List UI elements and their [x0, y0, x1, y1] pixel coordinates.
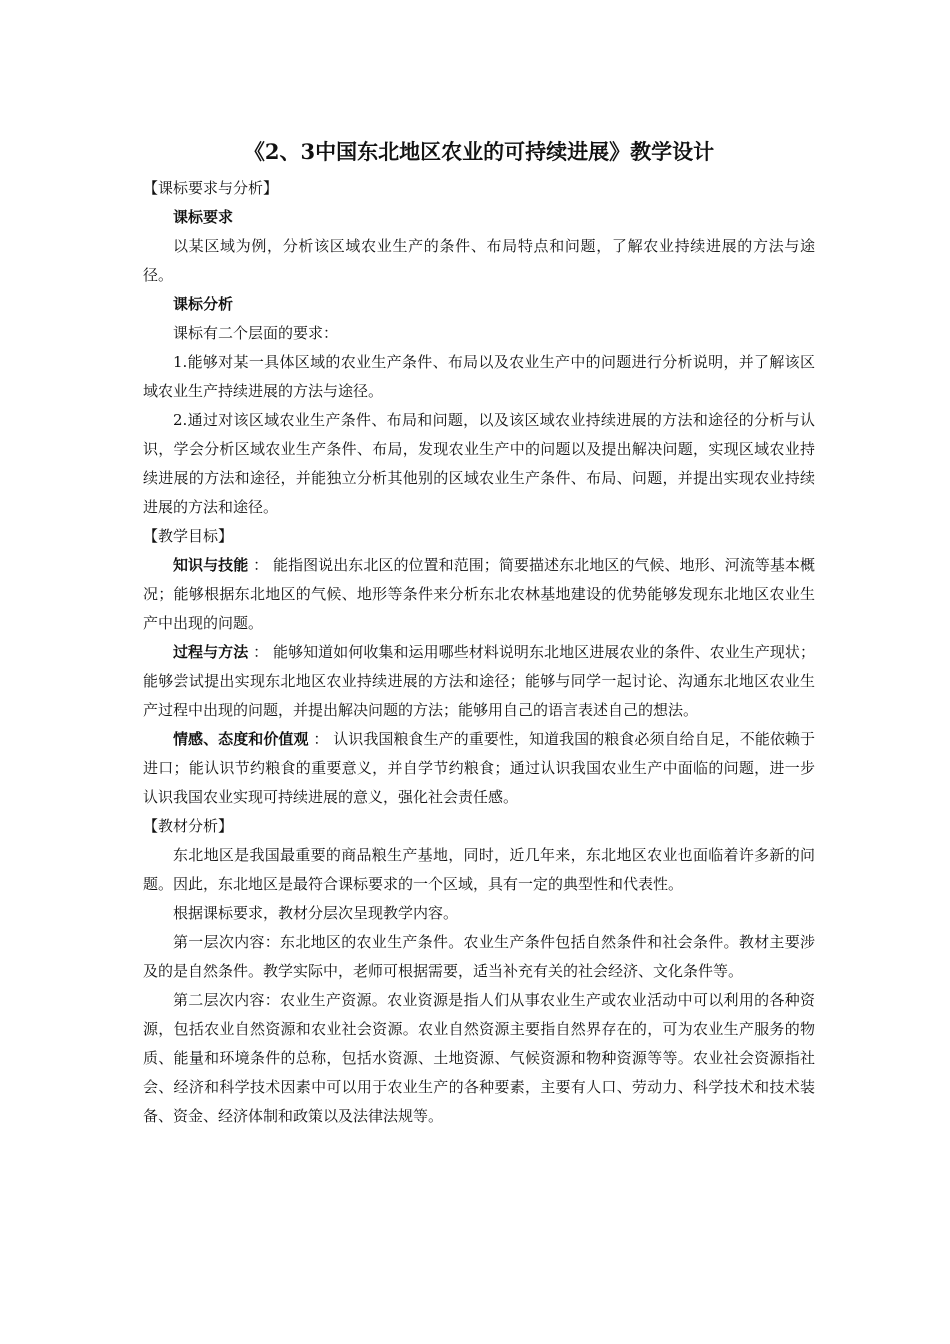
document-page [143, 132, 815, 1131]
paragraph: 课标有二个层面的要求： [173, 324, 339, 342]
document-title: 《2、3中国东北地区农业的可持续进展》教学设计 [243, 139, 715, 164]
goal-separator: ： [308, 730, 334, 748]
section-heading-teaching-goals: 【教学目标】 [143, 527, 234, 545]
goal-emotions-values [143, 725, 815, 812]
goal-lead: 过程与方法 [173, 643, 249, 661]
goal-text: 认识我国粮食生产的重要性，知道我国的粮食必须自给自足，不能依赖于进口；能认识节约粮食的重要意义，并自学节约粮食；通过认识我国农业生产中面临的问题，进一步认识我国农业实现可持续进展的意义，强化社会责任感。 [143, 730, 815, 806]
goal-text: 能够知道如何收集和运用哪些材料说明东北地区进展农业的条件、农业生产现状；能够尝试提出实现东北地区农业持续进展的方法和途径；能够与同学一起讨论、沟通东北地区农业生产过程中出现的问题，并提出解决问题的方法；能够用自己的语言表述自己的想法。 [143, 643, 815, 719]
section-heading-textbook-analysis: 【教材分析】 [143, 817, 234, 835]
paragraph: 第一层次内容：东北地区的农业生产条件。农业生产条件包括自然条件和社会条件。教材主要涉及的是自然条件。教学实际中，老师可根据需要，适当补充有关的社会经济、文化条件等。 [143, 933, 815, 980]
paragraph: 以某区域为例，分析该区域农业生产的条件、布局特点和问题，了解农业持续进展的方法与途径。 [143, 237, 815, 284]
goal-lead: 情感、态度和价值观 [173, 730, 309, 748]
subheading-curriculum-requirements: 课标要求 [173, 208, 234, 226]
goal-knowledge-skills [143, 551, 815, 638]
goal-separator: ： [248, 556, 274, 574]
goal-lead: 知识与技能 [173, 556, 249, 574]
paragraph: 东北地区是我国最重要的商品粮生产基地，同时，近几年来，东北地区农业也面临着许多新的问题。因此，东北地区是最符合课标要求的一个区域，具有一定的典型性和代表性。 [143, 846, 815, 893]
paragraph: 2.通过对该区域农业生产条件、布局和问题，以及该区域农业持续进展的方法和途径的分析与认识，学会分析区域农业生产条件、布局，发现农业生产中的问题以及提出解决问题，实现区域农业持续进展的方法和途径，并能独立分析其他别的区域农业生产条件、布局、问题，并提出实现农业持续进展的方法和途径。 [143, 411, 815, 516]
subheading-curriculum-analysis: 课标分析 [173, 295, 234, 313]
paragraph: 第二层次内容：农业生产资源。农业资源是指人们从事农业生产或农业活动中可以利用的各种资源，包括农业自然资源和农业社会资源。农业自然资源主要指自然界存在的，可为农业生产服务的物质、能量和环境条件的总称，包括水资源、土地资源、气候资源和物种资源等等。农业社会资源指社会、经济和科学技术因素中可以用于农业生产的各种要素，主要有人口、劳动力、科学技术和技术装备、资金、经济体制和政策以及法律法规等。 [143, 991, 815, 1125]
paragraph: 1.能够对某一具体区域的农业生产条件、布局以及农业生产中的问题进行分析说明，并了解该区域农业生产持续进展的方法与途径。 [143, 353, 815, 400]
goal-separator: ： [248, 643, 274, 661]
paragraph: 根据课标要求，教材分层次呈现教学内容。 [173, 904, 459, 922]
goal-process-methods [143, 638, 815, 725]
section-heading-curriculum: 【课标要求与分析】 [143, 179, 279, 197]
goal-text: 能指图说出东北区的位置和范围；简要描述东北地区的气候、地形、河流等基本概况；能够根据东北地区的气候、地形等条件来分析东北农林基地建设的优势能够发现东北地区农业生产中出现的问题。 [143, 556, 815, 632]
